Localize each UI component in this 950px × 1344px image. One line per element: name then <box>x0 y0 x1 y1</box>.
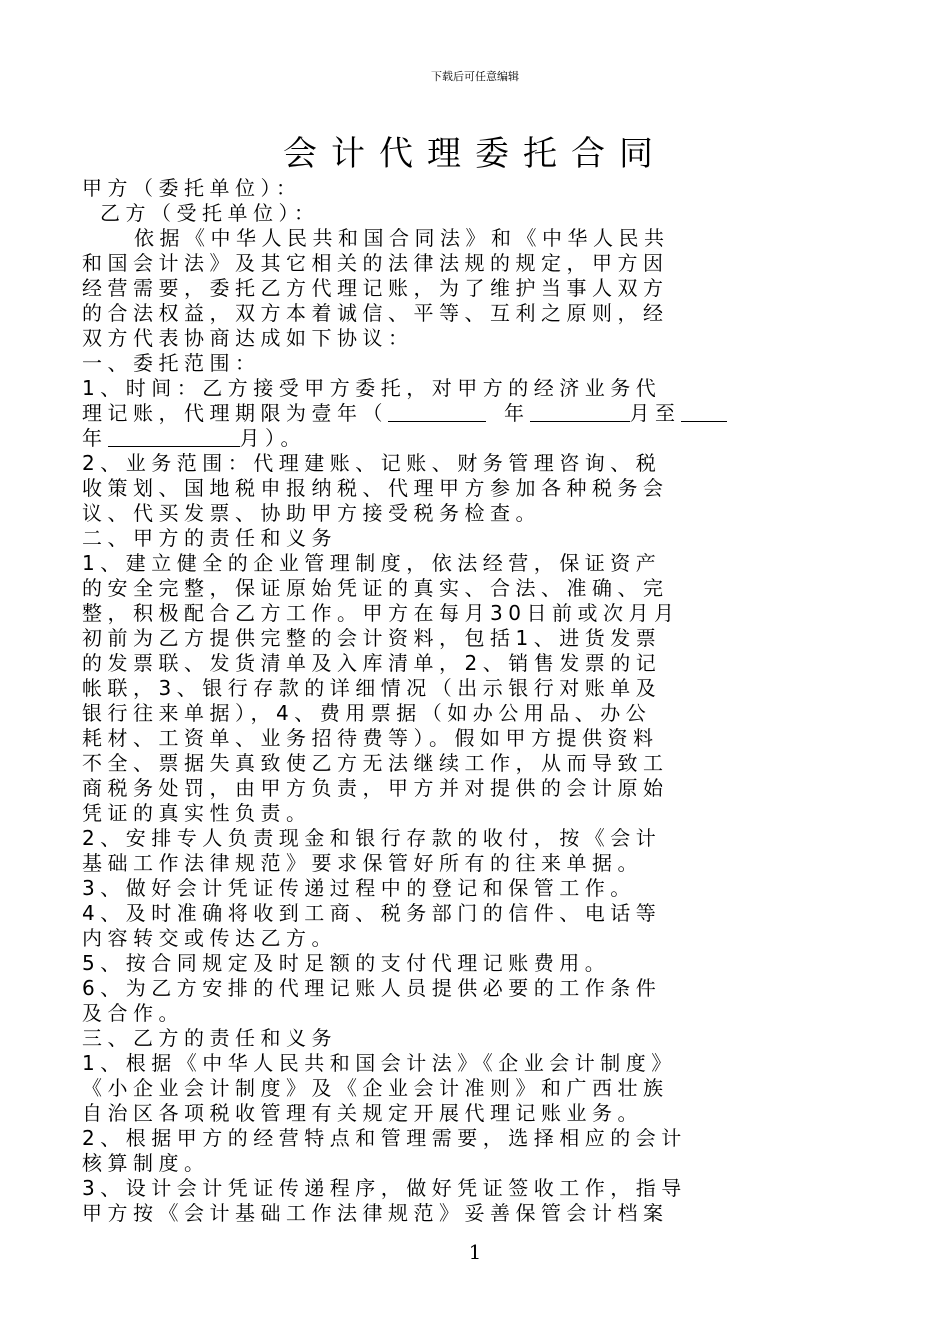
text-line: 1、建立健全的企业管理制度，依法经营，保证资产 <box>82 551 662 575</box>
term-text: 理记账，代理期限为壹年（ <box>82 401 388 425</box>
page-number: 1 <box>468 1240 482 1264</box>
text-line: 和国会计法》及其它相关的法律法规的规定，甲方因 <box>82 251 669 275</box>
fill-blank <box>388 403 486 422</box>
text-line: 商税务处罚，由甲方负责，甲方并对提供的会计原始 <box>82 776 669 800</box>
page-header-note: 下载后可任意编辑 <box>431 70 519 83</box>
text-line: 2、业务范围：代理建账、记账、财务管理咨询、税 <box>82 451 662 475</box>
fill-blank <box>530 403 630 422</box>
term-text: 年 <box>504 401 530 425</box>
party-a-line: 甲方（委托单位）： <box>82 176 302 200</box>
text-line: 核算制度。 <box>82 1151 210 1175</box>
text-line: 不全、票据失真致使乙方无法继续工作，从而导致工 <box>82 751 669 775</box>
party-b-line: 乙方（受托单位）： <box>100 201 320 225</box>
term-line <box>82 426 872 451</box>
section-heading: 二、甲方的责任和义务 <box>82 526 337 550</box>
text-line: 经营需要，委托乙方代理记账，为了维护当事人双方 <box>82 276 669 300</box>
text-line: 6、为乙方安排的代理记账人员提供必要的工作条件 <box>82 976 662 1000</box>
text-line: 凭证的真实性负责。 <box>82 801 312 825</box>
text-line: 耗材、工资单、业务招待费等）。假如甲方提供资料 <box>82 726 659 750</box>
text-line: 1、时间：乙方接受甲方委托，对甲方的经济业务代 <box>82 376 662 400</box>
fill-blank <box>681 403 727 422</box>
text-line: 2、根据甲方的经营特点和管理需要，选择相应的会计 <box>82 1126 687 1150</box>
text-line: 基础工作法律规范》要求保管好所有的往来单据。 <box>82 851 643 875</box>
text-line: 议、代买发票、协助甲方接受税务检查。 <box>82 501 541 525</box>
text-line: 依据《中华人民共和国合同法》和《中华人民共 <box>134 226 670 250</box>
text-line: 双方代表协商达成如下协议： <box>82 326 414 350</box>
term-line <box>82 401 872 426</box>
term-text: 年 <box>82 426 108 450</box>
text-line: 《小企业会计制度》及《企业会计准则》和广西壮族 <box>82 1076 669 1100</box>
term-text: 月）。 <box>239 426 306 450</box>
text-line: 及合作。 <box>82 1001 184 1025</box>
contract-body <box>82 176 872 1226</box>
text-line: 的安全完整，保证原始凭证的真实、合法、准确、完 <box>82 576 669 600</box>
term-text: 月至 <box>629 401 681 425</box>
text-line: 4、及时准确将收到工商、税务部门的信件、电话等 <box>82 901 662 925</box>
text-line: 的合法权益，双方本着诚信、平等、互利之原则，经 <box>82 301 669 325</box>
fill-blank <box>108 428 240 447</box>
text-line: 银行往来单据），4、费用票据（如办公用品、办公 <box>82 701 652 725</box>
section-heading: 三、乙方的责任和义务 <box>82 1026 337 1050</box>
text-line: 内容转交或传达乙方。 <box>82 926 337 950</box>
text-line: 2、安排专人负责现金和银行存款的收付，按《会计 <box>82 826 662 850</box>
text-line: 收策划、国地税申报纳税、代理甲方参加各种税务会 <box>82 476 669 500</box>
text-line: 3、做好会计凭证传递过程中的登记和保管工作。 <box>82 876 636 900</box>
text-line: 整，积极配合乙方工作。甲方在每月30日前或次月月 <box>82 601 680 625</box>
text-line: 自治区各项税收管理有关规定开展代理记账业务。 <box>82 1101 643 1125</box>
text-line: 5、按合同规定及时足额的支付代理记账费用。 <box>82 951 611 975</box>
section-heading: 一、委托范围： <box>82 351 261 375</box>
text-line: 的发票联、发货清单及入库清单，2、销售发票的记 <box>82 651 662 675</box>
text-line: 1、根据《中华人民共和国会计法》《企业会计制度》 <box>82 1051 677 1075</box>
text-line: 甲方按《会计基础工作法律规范》妥善保管会计档案 <box>82 1201 669 1225</box>
text-line: 帐联，3、银行存款的详细情况（出示银行对账单及 <box>82 676 662 700</box>
document-title: 会计代理委托合同 <box>283 134 667 174</box>
text-line: 3、设计会计凭证传递程序，做好凭证签收工作，指导 <box>82 1176 687 1200</box>
text-line: 初前为乙方提供完整的会计资料，包括1、进货发票 <box>82 626 662 650</box>
